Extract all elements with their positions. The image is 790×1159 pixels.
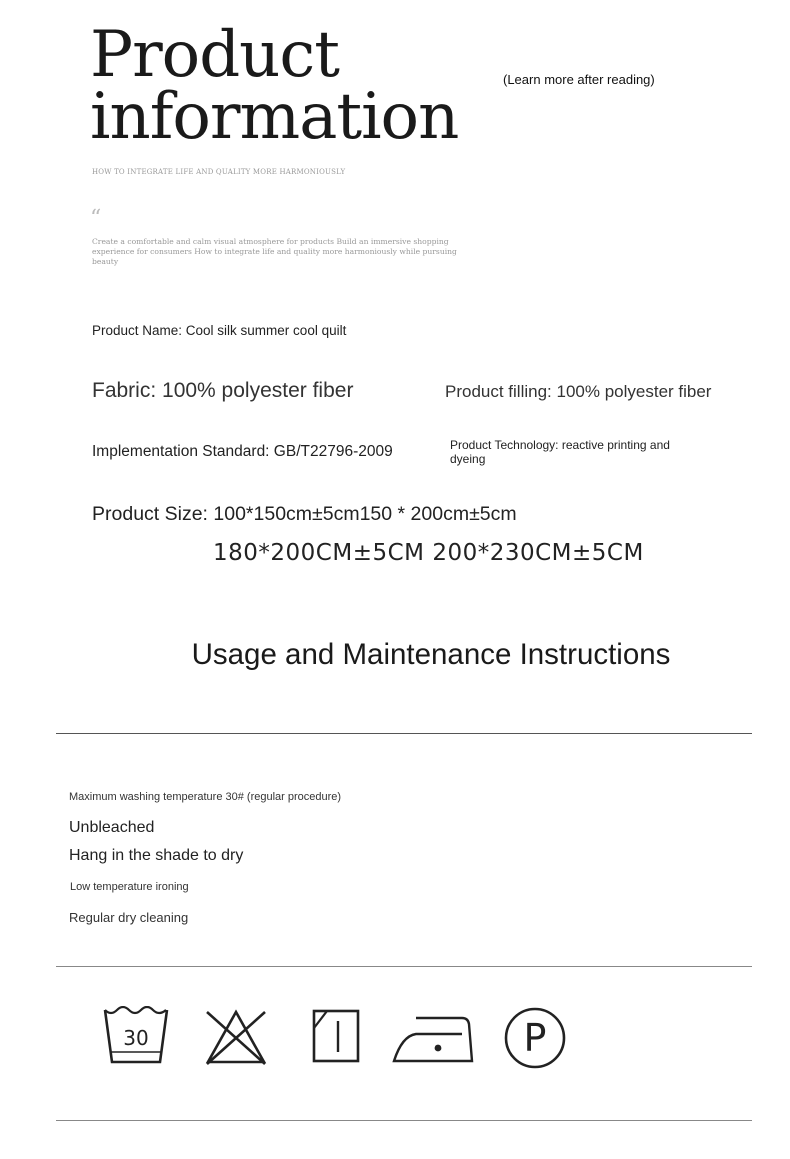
wash-30-icon <box>102 1006 170 1068</box>
product-standard: Implementation Standard: GB/T22796-2009 <box>92 443 393 460</box>
learn-more-note: (Learn more after reading) <box>503 72 655 87</box>
product-size: Product Size: 100*150cm±5cm150 * 200cm±5cm <box>92 503 517 525</box>
divider <box>56 1120 752 1121</box>
product-filling: Product filling: 100% polyester fiber <box>445 382 712 401</box>
product-name: Product Name: Cool silk summer cool quilt <box>92 323 347 338</box>
usage-title: Usage and Maintenance Instructions <box>191 638 671 671</box>
description: Create a comfortable and calm visual atmosphere for products Build an immersive shopping experience for consumers How to integrate life and quality more harmoniously while pursuing beauty <box>92 237 457 266</box>
quote-mark: “ <box>90 206 102 231</box>
dry-clean-label: P <box>523 1016 547 1060</box>
instruction-wash: Maximum washing temperature 30# (regular procedure) <box>69 791 342 803</box>
instruction-dry-clean: Regular dry cleaning <box>69 910 189 925</box>
instruction-iron: Low temperature ironing <box>70 881 189 893</box>
no-bleach-icon <box>204 1006 268 1068</box>
page-title-line2: information <box>90 80 459 154</box>
instruction-dry: Hang in the shade to dry <box>69 847 244 864</box>
low-iron-icon <box>392 1006 476 1066</box>
instruction-bleach: Unbleached <box>69 819 155 836</box>
product-fabric: Fabric: 100% polyester fiber <box>92 379 354 402</box>
product-sizes-extra: 180*200CM±5CM 200*230CM±5CM <box>213 540 644 566</box>
wash-temp-label: 30 <box>123 1026 149 1050</box>
tagline: HOW TO INTEGRATE LIFE AND QUALITY MORE HARMONIOUSLY <box>92 168 346 176</box>
line-dry-shade-icon <box>311 1006 361 1066</box>
product-technology: Product Technology: reactive printing and dyeing <box>450 438 670 466</box>
page-title-line1: Product <box>90 18 339 92</box>
divider <box>56 733 752 734</box>
dry-clean-p-icon <box>503 1006 567 1070</box>
divider <box>56 966 752 967</box>
